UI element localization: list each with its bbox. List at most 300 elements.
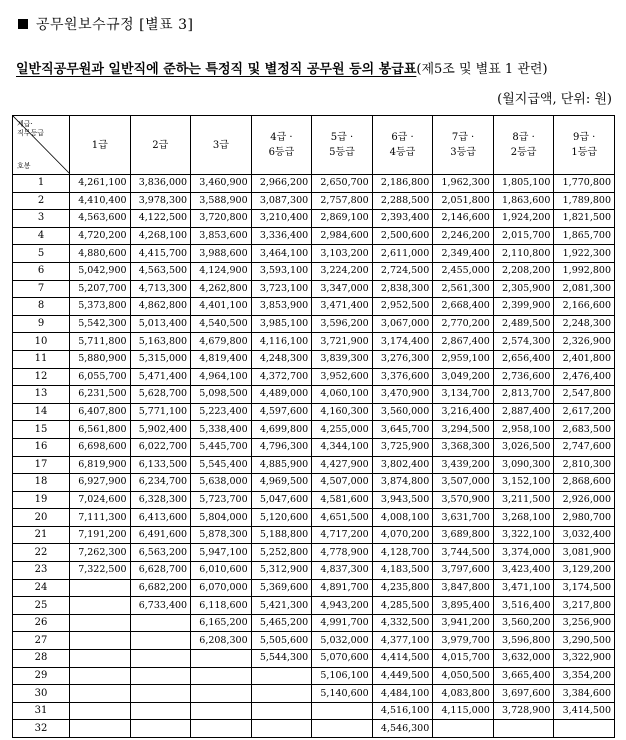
salary-cell: 3,081,900: [554, 544, 615, 562]
salary-cell: 3,322,900: [554, 650, 615, 668]
salary-cell: 3,728,900: [493, 702, 554, 720]
corner-top-label: [17, 120, 44, 138]
grade-header-line1: 6급 ·: [391, 132, 414, 143]
grade-header-3: [191, 116, 252, 175]
salary-cell: 3,049,200: [433, 368, 494, 386]
step-cell: 7: [13, 280, 70, 298]
salary-cell: 2,887,400: [493, 403, 554, 421]
salary-cell: 3,210,400: [251, 210, 312, 228]
salary-cell: 2,617,200: [554, 403, 615, 421]
salary-cell: 5,545,400: [191, 456, 252, 474]
salary-cell: 4,717,200: [312, 526, 373, 544]
salary-cell: 5,106,100: [312, 667, 373, 685]
grade-header-line2: 5등급: [329, 147, 355, 158]
salary-cell: 4,116,100: [251, 333, 312, 351]
salary-cell: [191, 720, 252, 738]
table-row: [13, 702, 615, 720]
salary-cell: 6,328,300: [130, 491, 191, 509]
salary-cell: 5,120,600: [251, 509, 312, 527]
salary-cell: 6,682,200: [130, 579, 191, 597]
salary-cell: 4,507,000: [312, 474, 373, 492]
salary-cell: 3,588,900: [191, 192, 252, 210]
salary-cell: 3,645,700: [372, 421, 433, 439]
salary-cell: 2,401,800: [554, 350, 615, 368]
salary-cell: [493, 720, 554, 738]
step-cell: 14: [13, 403, 70, 421]
salary-cell: 3,374,000: [493, 544, 554, 562]
salary-cell: 2,869,100: [312, 210, 373, 228]
salary-cell: 3,471,400: [312, 298, 373, 316]
salary-cell: [191, 650, 252, 668]
step-cell: 29: [13, 667, 70, 685]
grade-header-2: [130, 116, 191, 175]
salary-cell: 3,103,200: [312, 245, 373, 263]
salary-cell: 3,853,900: [251, 298, 312, 316]
salary-cell: 3,129,200: [554, 562, 615, 580]
salary-cell: 3,853,600: [191, 227, 252, 245]
table-row: [13, 262, 615, 280]
salary-cell: 6,118,600: [191, 597, 252, 615]
salary-cell: 2,500,600: [372, 227, 433, 245]
salary-cell: 4,699,800: [251, 421, 312, 439]
salary-cell: 1,821,500: [554, 210, 615, 228]
salary-cell: 4,546,300: [372, 720, 433, 738]
salary-cell: 1,992,800: [554, 262, 615, 280]
salary-cell: 4,115,000: [433, 702, 494, 720]
salary-cell: 5,947,100: [191, 544, 252, 562]
salary-cell: 4,060,100: [312, 386, 373, 404]
salary-cell: 4,128,700: [372, 544, 433, 562]
salary-cell: 2,455,000: [433, 262, 494, 280]
salary-cell: 5,711,800: [70, 333, 131, 351]
table-row: [13, 175, 615, 193]
salary-cell: 4,778,900: [312, 544, 373, 562]
salary-cell: 4,713,300: [130, 280, 191, 298]
salary-cell: 3,290,500: [554, 632, 615, 650]
salary-cell: 3,895,400: [433, 597, 494, 615]
salary-cell: 4,285,500: [372, 597, 433, 615]
salary-cell: 2,867,400: [433, 333, 494, 351]
step-cell: 25: [13, 597, 70, 615]
salary-cell: 6,561,800: [70, 421, 131, 439]
salary-cell: 5,098,500: [191, 386, 252, 404]
salary-cell: 5,445,700: [191, 438, 252, 456]
salary-cell: [554, 720, 615, 738]
salary-cell: 3,720,800: [191, 210, 252, 228]
salary-cell: [433, 720, 494, 738]
salary-cell: 3,439,200: [433, 456, 494, 474]
salary-cell: 2,110,800: [493, 245, 554, 263]
table-row: [13, 632, 615, 650]
salary-cell: 6,165,200: [191, 614, 252, 632]
salary-cell: 4,969,500: [251, 474, 312, 492]
regulation-header-text: 공무원보수규정 [별표 3]: [36, 17, 194, 33]
grade-header-line1: 8급 ·: [512, 132, 535, 143]
salary-cell: 4,332,500: [372, 614, 433, 632]
grade-header-line2: 2등급: [510, 147, 537, 158]
salary-cell: 6,407,800: [70, 403, 131, 421]
salary-cell: 2,959,100: [433, 350, 494, 368]
table-row: [13, 614, 615, 632]
salary-cell: 3,507,000: [433, 474, 494, 492]
salary-cell: [70, 632, 131, 650]
salary-cell: 2,393,400: [372, 210, 433, 228]
table-title-suffix: (제5조 및 별표 1 관련): [416, 62, 548, 77]
salary-cell: [312, 702, 373, 720]
unit-note: (월지급액, 단위: 원): [497, 92, 612, 107]
salary-cell: 3,952,600: [312, 368, 373, 386]
grade-header-line1: 4급 ·: [270, 132, 293, 143]
salary-cell: 3,985,100: [251, 315, 312, 333]
salary-cell: 4,489,000: [251, 386, 312, 404]
salary-cell: 4,372,700: [251, 368, 312, 386]
table-row: [13, 421, 615, 439]
salary-cell: 2,757,800: [312, 192, 373, 210]
step-cell: 18: [13, 474, 70, 492]
step-cell: 12: [13, 368, 70, 386]
salary-cell: 2,736,600: [493, 368, 554, 386]
salary-cell: 2,015,700: [493, 227, 554, 245]
table-row: [13, 667, 615, 685]
salary-cell: 3,067,000: [372, 315, 433, 333]
salary-cell: 5,902,400: [130, 421, 191, 439]
salary-cell: 2,248,300: [554, 315, 615, 333]
step-cell: 3: [13, 210, 70, 228]
salary-cell: [251, 720, 312, 738]
salary-cell: 5,542,300: [70, 315, 131, 333]
salary-cell: 4,885,900: [251, 456, 312, 474]
salary-cell: 2,574,300: [493, 333, 554, 351]
salary-cell: 6,819,900: [70, 456, 131, 474]
table-row: [13, 192, 615, 210]
salary-cell: 4,796,300: [251, 438, 312, 456]
salary-cell: 2,166,600: [554, 298, 615, 316]
salary-cell: 4,679,800: [191, 333, 252, 351]
salary-cell: 3,988,600: [191, 245, 252, 263]
table-row: [13, 298, 615, 316]
salary-cell: 4,160,300: [312, 403, 373, 421]
grade-header-9: [554, 116, 615, 175]
table-row: [13, 245, 615, 263]
salary-cell: 5,223,400: [191, 403, 252, 421]
salary-cell: 3,376,600: [372, 368, 433, 386]
step-cell: 31: [13, 702, 70, 720]
salary-cell: 3,570,900: [433, 491, 494, 509]
salary-cell: 5,338,400: [191, 421, 252, 439]
salary-cell: 5,207,700: [70, 280, 131, 298]
salary-cell: 5,140,600: [312, 685, 373, 703]
salary-cell: 4,563,500: [130, 262, 191, 280]
salary-cell: 5,628,700: [130, 386, 191, 404]
salary-cell: [130, 614, 191, 632]
corner-top-line2: 직무등급: [17, 129, 45, 137]
salary-cell: 5,188,800: [251, 526, 312, 544]
grade-header-line1: 9급 ·: [572, 132, 596, 143]
step-cell: 6: [13, 262, 70, 280]
salary-cell: 2,952,500: [372, 298, 433, 316]
table-row: [13, 650, 615, 668]
step-cell: 10: [13, 333, 70, 351]
salary-cell: 2,668,400: [433, 298, 494, 316]
grade-header-line2: 4등급: [389, 147, 416, 158]
grade-header-7: [433, 116, 494, 175]
salary-cell: 4,484,100: [372, 685, 433, 703]
salary-cell: 2,926,000: [554, 491, 615, 509]
table-row: [13, 403, 615, 421]
step-cell: 8: [13, 298, 70, 316]
table-row: [13, 315, 615, 333]
grade-header-line1: 3급: [212, 139, 229, 151]
salary-cell: [70, 614, 131, 632]
salary-cell: 6,927,900: [70, 474, 131, 492]
salary-cell: 4,344,100: [312, 438, 373, 456]
salary-cell: 6,234,700: [130, 474, 191, 492]
table-row: [13, 509, 615, 527]
salary-cell: 4,268,100: [130, 227, 191, 245]
grade-header-line1: 7급 ·: [451, 132, 475, 143]
salary-cell: 1,863,600: [493, 192, 554, 210]
salary-cell: 3,560,000: [372, 403, 433, 421]
table-row: [13, 350, 615, 368]
salary-cell: 3,596,200: [312, 315, 373, 333]
salary-cell: [251, 685, 312, 703]
salary-cell: 3,336,400: [251, 227, 312, 245]
salary-cell: 7,322,500: [70, 562, 131, 580]
salary-cell: 2,984,600: [312, 227, 373, 245]
salary-cell: [70, 720, 131, 738]
salary-cell: 5,421,300: [251, 597, 312, 615]
step-cell: 13: [13, 386, 70, 404]
salary-cell: 6,628,700: [130, 562, 191, 580]
salary-cell: [251, 702, 312, 720]
salary-cell: 4,862,800: [130, 298, 191, 316]
table-row: [13, 333, 615, 351]
salary-cell: 4,563,600: [70, 210, 131, 228]
salary-cell: 6,208,300: [191, 632, 252, 650]
salary-cell: 3,276,300: [372, 350, 433, 368]
salary-cell: 3,725,900: [372, 438, 433, 456]
salary-cell: 2,868,600: [554, 474, 615, 492]
step-cell: 4: [13, 227, 70, 245]
table-row: [13, 526, 615, 544]
grade-header-line1: 1급: [91, 139, 108, 151]
salary-cell: 3,721,900: [312, 333, 373, 351]
salary-cell: 2,051,800: [433, 192, 494, 210]
salary-cell: 5,047,600: [251, 491, 312, 509]
black-square-icon: [18, 19, 28, 29]
salary-cell: 3,596,800: [493, 632, 554, 650]
salary-cell: [191, 702, 252, 720]
salary-cell: 5,804,000: [191, 509, 252, 527]
salary-cell: 3,943,500: [372, 491, 433, 509]
salary-cell: 7,111,300: [70, 509, 131, 527]
salary-cell: 5,771,100: [130, 403, 191, 421]
table-row: [13, 280, 615, 298]
salary-cell: 3,268,100: [493, 509, 554, 527]
salary-cell: 5,369,600: [251, 579, 312, 597]
salary-cell: 5,312,900: [251, 562, 312, 580]
salary-cell: 3,723,100: [251, 280, 312, 298]
step-cell: 20: [13, 509, 70, 527]
salary-cell: 2,208,200: [493, 262, 554, 280]
salary-cell: 3,216,400: [433, 403, 494, 421]
salary-cell: 3,224,200: [312, 262, 373, 280]
salary-cell: 3,174,400: [372, 333, 433, 351]
table-row: [13, 562, 615, 580]
salary-cell: 3,087,300: [251, 192, 312, 210]
table-row: [13, 474, 615, 492]
salary-cell: 4,516,100: [372, 702, 433, 720]
salary-cell: 4,255,000: [312, 421, 373, 439]
salary-cell: 4,991,700: [312, 614, 373, 632]
grade-header-line1: 5급 ·: [330, 132, 354, 143]
step-cell: 23: [13, 562, 70, 580]
salary-cell: [191, 667, 252, 685]
salary-cell: 4,083,800: [433, 685, 494, 703]
salary-cell: 3,979,700: [433, 632, 494, 650]
salary-cell: 6,413,600: [130, 509, 191, 527]
step-cell: 27: [13, 632, 70, 650]
salary-cell: 2,683,500: [554, 421, 615, 439]
salary-cell: 5,042,900: [70, 262, 131, 280]
salary-cell: [191, 685, 252, 703]
salary-cell: 3,174,500: [554, 579, 615, 597]
salary-cell: 1,805,100: [493, 175, 554, 193]
salary-cell: 6,698,600: [70, 438, 131, 456]
salary-cell: 3,152,100: [493, 474, 554, 492]
salary-cell: 5,638,000: [191, 474, 252, 492]
grade-header-1: [70, 116, 131, 175]
salary-cell: 5,315,000: [130, 350, 191, 368]
salary-cell: 3,294,500: [433, 421, 494, 439]
salary-cell: 7,191,200: [70, 526, 131, 544]
salary-cell: 5,252,800: [251, 544, 312, 562]
step-cell: 30: [13, 685, 70, 703]
salary-cell: 3,026,500: [493, 438, 554, 456]
salary-cell: 4,415,700: [130, 245, 191, 263]
salary-cell: 3,631,700: [433, 509, 494, 527]
salary-cell: 5,880,900: [70, 350, 131, 368]
salary-cell: 4,410,400: [70, 192, 131, 210]
salary-cell: 2,489,500: [493, 315, 554, 333]
salary-cell: 2,650,700: [312, 175, 373, 193]
salary-cell: 4,008,100: [372, 509, 433, 527]
salary-cell: [70, 667, 131, 685]
salary-cell: 3,460,900: [191, 175, 252, 193]
salary-cell: 5,544,300: [251, 650, 312, 668]
salary-cell: 6,055,700: [70, 368, 131, 386]
step-cell: 2: [13, 192, 70, 210]
salary-cell: 2,770,200: [433, 315, 494, 333]
step-cell: 11: [13, 350, 70, 368]
table-row: [13, 227, 615, 245]
salary-cell: 6,070,000: [191, 579, 252, 597]
regulation-header: [18, 14, 193, 34]
salary-cell: 1,924,200: [493, 210, 554, 228]
salary-cell: 4,070,200: [372, 526, 433, 544]
salary-cell: 2,747,600: [554, 438, 615, 456]
salary-cell: 5,878,300: [191, 526, 252, 544]
salary-cell: 2,186,800: [372, 175, 433, 193]
table-row: [13, 438, 615, 456]
salary-cell: 4,449,500: [372, 667, 433, 685]
grade-header-line2: 1등급: [571, 147, 598, 158]
salary-cell: [130, 685, 191, 703]
grade-header-4: [251, 116, 312, 175]
salary-cell: [312, 720, 373, 738]
table-row: [13, 456, 615, 474]
salary-cell: 1,770,800: [554, 175, 615, 193]
table-row: [13, 386, 615, 404]
salary-cell: 6,010,600: [191, 562, 252, 580]
table-row: [13, 544, 615, 562]
salary-cell: 3,322,100: [493, 526, 554, 544]
table-row: [13, 368, 615, 386]
salary-cell: 7,024,600: [70, 491, 131, 509]
salary-cell: 2,146,600: [433, 210, 494, 228]
salary-cell: 4,880,600: [70, 245, 131, 263]
salary-cell: 2,476,400: [554, 368, 615, 386]
salary-cell: 6,231,500: [70, 386, 131, 404]
salary-cell: 2,813,700: [493, 386, 554, 404]
salary-cell: 3,032,400: [554, 526, 615, 544]
table-row: [13, 579, 615, 597]
salary-cell: 3,347,000: [312, 280, 373, 298]
salary-cell: 4,427,900: [312, 456, 373, 474]
salary-cell: 4,720,200: [70, 227, 131, 245]
salary-cell: 3,665,400: [493, 667, 554, 685]
salary-cell: 2,326,900: [554, 333, 615, 351]
salary-cell: 4,837,300: [312, 562, 373, 580]
salary-cell: 3,464,100: [251, 245, 312, 263]
salary-cell: 4,964,100: [191, 368, 252, 386]
grade-header-8: [493, 116, 554, 175]
salary-cell: 6,491,600: [130, 526, 191, 544]
salary-cell: 6,563,200: [130, 544, 191, 562]
grade-header-6: [372, 116, 433, 175]
salary-cell: 3,354,200: [554, 667, 615, 685]
salary-cell: 3,560,200: [493, 614, 554, 632]
salary-cell: [130, 650, 191, 668]
step-cell: 9: [13, 315, 70, 333]
salary-cell: 7,262,300: [70, 544, 131, 562]
step-cell: 22: [13, 544, 70, 562]
salary-cell: 5,723,700: [191, 491, 252, 509]
step-cell: 24: [13, 579, 70, 597]
table-row: [13, 491, 615, 509]
salary-cell: 2,810,300: [554, 456, 615, 474]
salary-cell: [70, 702, 131, 720]
salary-cell: 2,305,900: [493, 280, 554, 298]
salary-cell: 3,134,700: [433, 386, 494, 404]
salary-cell: 4,261,100: [70, 175, 131, 193]
salary-cell: 2,980,700: [554, 509, 615, 527]
grade-header-line2: 3등급: [450, 147, 476, 158]
salary-cell: 4,377,100: [372, 632, 433, 650]
salary-cell: 6,133,500: [130, 456, 191, 474]
salary-cell: 2,349,400: [433, 245, 494, 263]
salary-cell: 3,744,500: [433, 544, 494, 562]
table-title: [16, 58, 616, 77]
table-body: [13, 175, 615, 738]
salary-cell: 1,922,300: [554, 245, 615, 263]
salary-cell: 5,465,200: [251, 614, 312, 632]
salary-cell: 3,211,500: [493, 491, 554, 509]
salary-cell: 3,836,000: [130, 175, 191, 193]
table-header-row: [13, 116, 615, 175]
salary-cell: 3,414,500: [554, 702, 615, 720]
salary-cell: 4,050,500: [433, 667, 494, 685]
